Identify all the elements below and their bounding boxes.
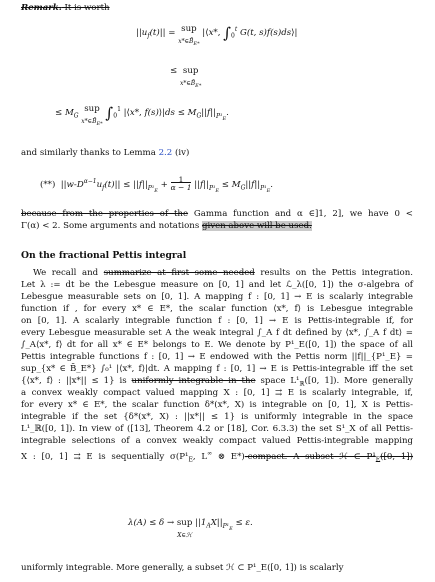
body-line-12: for every x* ∈ E*, the scalar function δ*(x*, X) is integrable on [0, 1], X is Pettis-	[21, 400, 413, 410]
body-line-13: integrable if the set {δ*(x*, X) : ||x*|| ≤ 1} is uniformly integrable in the space	[21, 412, 413, 422]
equation-3: ≤ $M_G$ sup $x*\in B̄_{E*}$ $\int_0^1$ |⟨x*, f(s)⟩|ds ≤ $M_G||f||_{P^1_E}$.	[55, 103, 229, 127]
body-line-2: Let λ := dt be the Lebesgue measure on [0, 1] and let ℒ_λ([0, 1]) the σ-algebra of	[21, 280, 413, 290]
body-line-4: function if , for every x* ∈ E*, the scalar function ⟨x*, f⟩ is Lebesgue integrable	[21, 304, 413, 314]
equation-5: λ(A) ≤ δ → sup X∈ℋ $||1_AX||_{P^1_E} \le \varepsilon$.	[128, 518, 253, 539]
body-line-5: on [0, 1]. A scalarly integrable function f : [0, 1] → E is Pettis-integrable if, for	[21, 316, 413, 326]
body-line-6: every Lebesgue measurable set A the weak integral ∫_A f dt defined by ⟨x*, ∫_A f dt⟩ =	[21, 328, 413, 338]
section-title: On the fractional Pettis integral	[21, 250, 187, 261]
gamma-line-1-struck: because from the properties of the	[21, 209, 189, 219]
body-line-7: ∫_A⟨x*, f⟩ dt for all x* ∈ E* belongs to E. We denote by P¹_E([0, 1]) the space of all	[21, 340, 413, 350]
gamma-line-1: because from the properties of the Gamma function and α ∈]1, 2], we have 0 <	[21, 209, 413, 219]
body-line-11: a convex weakly compact valued mapping X : [0, 1] ⇉ E is scalarly integrable, if,	[21, 388, 413, 398]
top-line	[21, 3, 110, 15]
similarly-line: and similarly thanks to Lemma 2.2 (iv)	[21, 148, 190, 158]
equation-1: $||u_f(t)||$ = sup $x*\in B̄_{E*}$ |⟨x*, $\int_0^t$ G(t, s)f(s)ds⟩|	[136, 23, 298, 47]
gamma-line-2-highlight: given above will be used.	[201, 221, 312, 231]
body-line-15: integrable selections of a convex weakly compact valued Pettis-integrable mapping	[21, 436, 413, 446]
body-line-14: L¹_ℝ([0, 1]). In view of ([13], Theorem 4.2 or [18], Cor. 6.3.3) the set S¹_X of all Pettis-	[21, 424, 413, 434]
equation-4: (**) $||w-D^{\alpha-1}u_f(t)|| \le ||f||_{P^1_E} + \frac{1}{\alpha - 1} ||f||_{P^1_E} \le M_G||f||_{P^1_E}$.	[40, 175, 273, 194]
body-line-9: sup_{x* ∈ B̄_E*} ∫₀¹ |⟨x*, f⟩|dt. A mapping f : [0, 1] → E is Pettis-integrable iff the set	[21, 364, 413, 374]
bottom-line: uniformly integrable. More generally, a subset ℋ ⊂ P¹_E([0, 1]) is scalarly	[21, 563, 344, 573]
lemma-reference-link[interactable]: 2.2	[158, 148, 173, 158]
gamma-line-2: Γ(α) < 2. Some arguments and notations given above will be used.	[21, 221, 312, 231]
body-line-16: X : [0, 1] ⇉ E is sequentially $\sigma(P^1_E$, L∞ ⊗ E*)-compact. A subset ℋ ⊂ $P^1_E([0$, 1])	[21, 450, 414, 464]
equation-2: ≤ sup $x*\in B̄_{E*}$	[170, 66, 202, 89]
body-line-3: Lebesgue measurable sets on [0, 1]. A mapping f : [0, 1] → E is scalarly integrable	[21, 292, 413, 302]
body-line-10: {⟨x*, f⟩ : ||x*|| ≤ 1} is uniformly integrable in the space $L^1_ℝ([0$, 1]). More generally	[21, 376, 414, 388]
remark-label: Remark.	[21, 3, 62, 13]
body-line-8: Pettis integrable functions f : [0, 1] → E endowed with the Pettis norm ||f||_{P¹_E} =	[21, 352, 413, 362]
top-line-text: It is worth	[64, 3, 110, 13]
body-line-1: We recall and summarize at first some needed results on the Pettis integration.	[33, 268, 413, 278]
